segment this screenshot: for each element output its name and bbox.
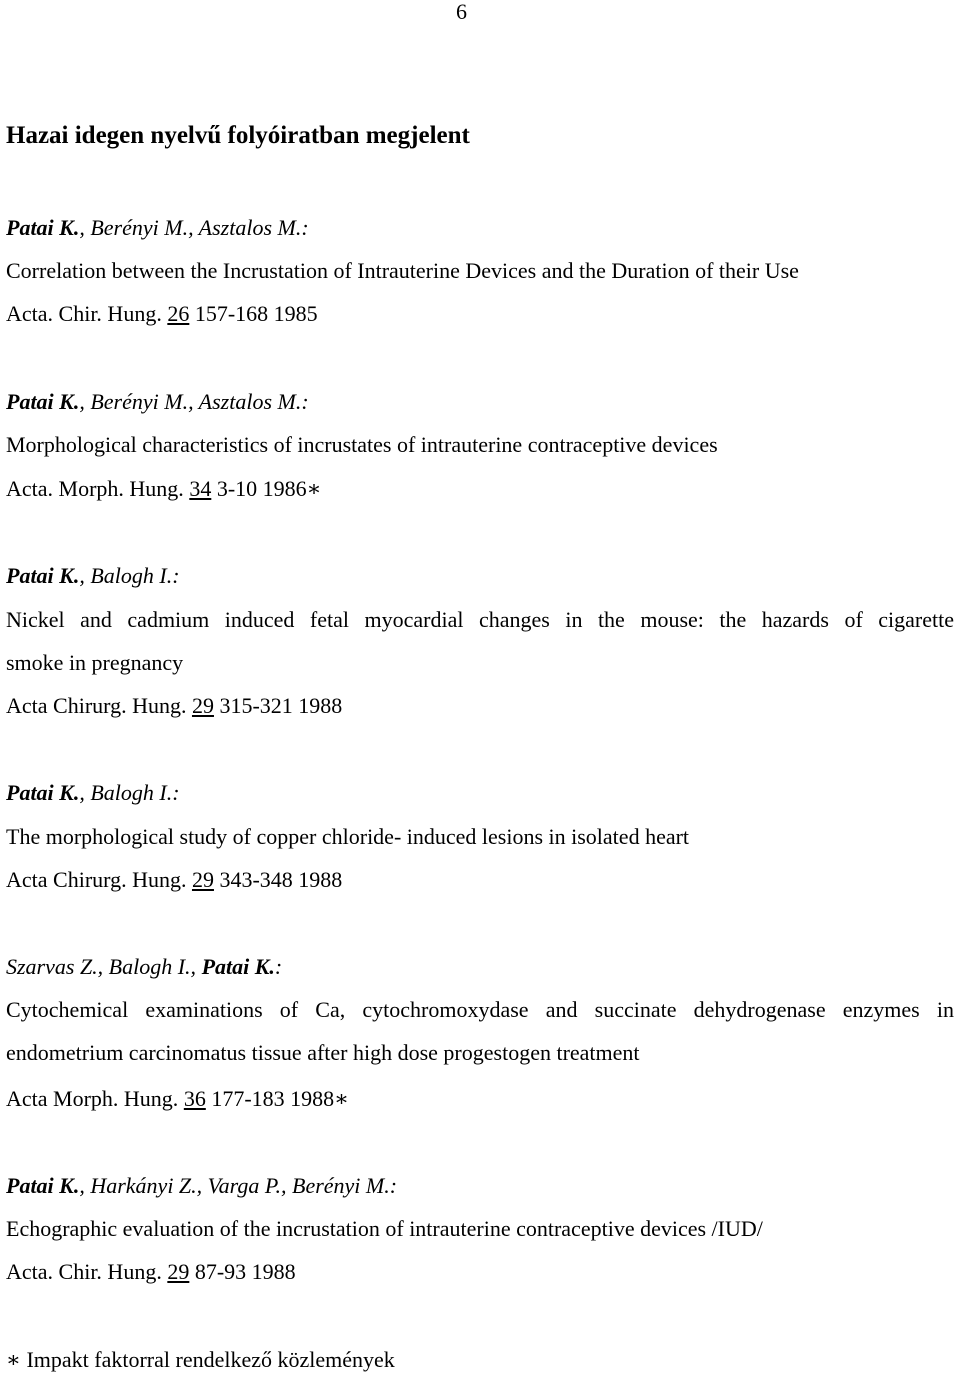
page-number: 6 — [456, 0, 467, 24]
author-rest: , Balogh I.: — [79, 780, 180, 805]
journal-name: Acta. Chir. Hung. — [6, 301, 162, 326]
author-rest: Szarvas Z., Balogh I., — [6, 954, 202, 979]
journal-volume: 29 — [191, 693, 214, 718]
entry-title-line-2: smoke in pregnancy — [6, 650, 184, 675]
section-heading: Hazai idegen nyelvű folyóiratban megjelent — [6, 122, 470, 149]
journal-volume: 34 — [189, 476, 212, 501]
footnote-text: Impakt faktorral rendelkező közlemények — [26, 1347, 395, 1372]
journal-volume: 26 — [167, 301, 190, 326]
entry-citation — [6, 1086, 349, 1112]
author-highlight: Patai K. — [6, 215, 80, 240]
author-rest: , Berényi M., Asztalos M.: — [79, 215, 309, 240]
entry-citation — [6, 301, 318, 327]
pages-year: 87-93 1988 — [194, 1259, 296, 1284]
journal-name: Acta Chirurg. Hung. — [6, 693, 187, 718]
pages-year: 315-321 1988 — [219, 693, 343, 718]
journal-volume: 36 — [183, 1086, 206, 1111]
entry-authors — [6, 563, 180, 589]
entry-authors — [6, 1173, 397, 1199]
author-highlight: Patai K. — [6, 389, 80, 414]
author-highlight: Patai K. — [201, 954, 275, 979]
entry-authors — [6, 215, 309, 241]
entry-title: Correlation between the Incrustation of Intrauterine Devices and the Duration of their Use — [6, 258, 799, 283]
impact-factor-mark: ∗ — [306, 476, 322, 501]
journal-name: Acta Chirurg. Hung. — [6, 867, 187, 892]
entry-title-line-1: Cytochemical examinations of Ca, cytochromoxydase and succinate dehydrogenase enzymes in — [6, 997, 954, 1022]
pages-year: 3-10 1986 — [216, 476, 307, 501]
journal-volume: 29 — [167, 1259, 190, 1284]
author-rest: , Harkányi Z., Varga P., Berényi M.: — [79, 1173, 398, 1198]
entry-title: The morphological study of copper chloride- induced lesions in isolated heart — [6, 824, 690, 849]
entry-title: Morphological characteristics of incrustates of intrauterine contraceptive devices — [6, 432, 718, 457]
entry-authors — [6, 954, 282, 980]
author-highlight: Patai K. — [6, 780, 80, 805]
pages-year: 157-168 1985 — [194, 301, 318, 326]
entry-title-line-2: endometrium carcinomatus tissue after high dose progestogen treatment — [6, 1040, 640, 1065]
entry-citation — [6, 1259, 296, 1285]
journal-name: Acta. Chir. Hung. — [6, 1259, 162, 1284]
entry-citation — [6, 476, 322, 502]
entry-title-line-1: Nickel and cadmium induced fetal myocardial changes in the mouse: the hazards of cigarette — [6, 607, 954, 632]
footnote — [6, 1347, 395, 1373]
author-highlight: Patai K. — [6, 563, 80, 588]
pages-year: 343-348 1988 — [219, 867, 343, 892]
entry-authors — [6, 780, 180, 806]
journal-name: Acta Morph. Hung. — [6, 1086, 179, 1111]
entry-citation — [6, 693, 342, 719]
entry-citation — [6, 867, 342, 893]
author-rest: , Balogh I.: — [79, 563, 180, 588]
footnote-mark: ∗ — [6, 1347, 21, 1372]
entry-authors — [6, 389, 309, 415]
author-colon: : — [274, 954, 283, 979]
impact-factor-mark: ∗ — [334, 1086, 350, 1111]
journal-volume: 29 — [191, 867, 214, 892]
pages-year: 177-183 1988 — [211, 1086, 335, 1111]
author-highlight: Patai K. — [6, 1173, 80, 1198]
journal-name: Acta. Morph. Hung. — [6, 476, 184, 501]
author-rest: , Berényi M., Asztalos M.: — [79, 389, 309, 414]
entry-title: Echographic evaluation of the incrustation of intrauterine contraceptive devices /IUD/ — [6, 1216, 763, 1241]
